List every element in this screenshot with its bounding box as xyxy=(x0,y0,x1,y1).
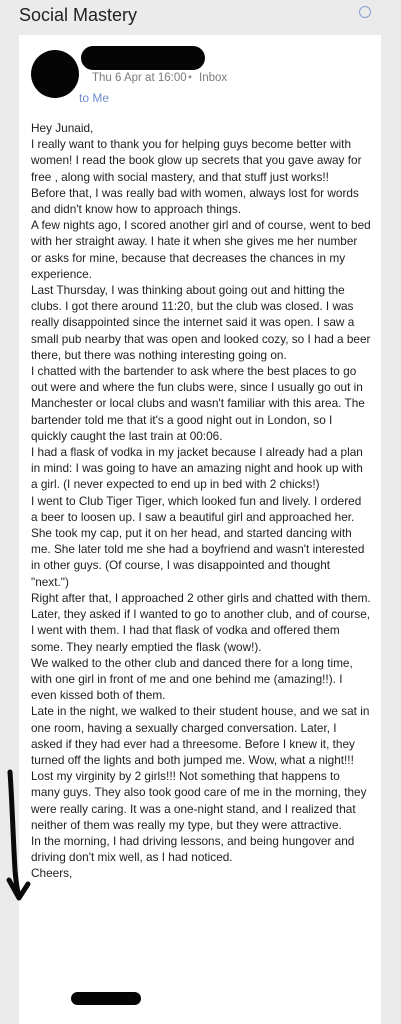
body-paragraph: I had a flask of vodka in my jacket because I already had a plan in mind: I was going to have an amazing night and hook up with a girl. (I never expected to end up in bed with 2 chicks!) xyxy=(31,445,363,492)
email-body xyxy=(31,120,371,882)
email-card xyxy=(19,35,381,1024)
body-paragraph: I went to Club Tiger Tiger, which looked fun and lively. I ordered a beer to loosen up. I saw a beautiful girl and approached her. She took my cap, put it on her head, and started dancing with me. She later told me she had a boyfriend and wasn't interested in other guys. (Of course, I was disappointed and thought "next.") xyxy=(31,493,365,589)
email-subject: Social Mastery xyxy=(19,5,138,25)
body-paragraph: Right after that, I approached 2 other girls and chatted with them. Later, they asked if I wanted to go to another club, and of course, I went with them. I had that flask of vodka and offered them some. They nearly emptied the flask (wow!). xyxy=(31,590,371,654)
body-paragraph: I really want to thank you for helping guys become better with women! I read the book glow up secrets that you gave away for free , along with social mastery, and that stuff just works!! xyxy=(31,137,362,184)
email-folder[interactable]: Inbox xyxy=(199,72,228,84)
meta-separator: • xyxy=(188,72,193,84)
body-paragraph: Cheers, xyxy=(31,866,73,881)
body-paragraph: We walked to the other club and danced there for a long time, with one girl in front of me and one behind me (amazing!!). I even kissed both of them. xyxy=(31,655,353,703)
body-paragraph: I chatted with the bartender to ask where the best places to go out were and where the fun clubs were, since I usually go out in Manchester or local clubs and wasn't familiar with this area. The bartender told me that it's a good night out in London, so I quickly caught the last train at 00:06. xyxy=(31,364,365,443)
body-paragraph: Hey Junaid, xyxy=(31,121,94,135)
hand-drawn-arrow-icon xyxy=(0,0,40,1024)
recipient-link[interactable]: to Me xyxy=(79,91,110,105)
body-paragraph: Lost my virginity by 2 girls!!! Not something that happens to many guys. They also took good care of me in the morning, they were really caring. It was a one-night stand, and I realized that neither of them was really my type, but they were attractive. xyxy=(31,769,367,832)
redacted-sender-name xyxy=(81,46,205,70)
body-paragraph: In the morning, I had driving lessons, and being hungover and driving don't mix well, as I had noticed. xyxy=(31,833,355,865)
circle-outline-icon[interactable] xyxy=(359,6,371,18)
email-header xyxy=(0,0,401,34)
email-date: Thu 6 Apr at 16:00 xyxy=(92,72,187,84)
redacted-signature xyxy=(71,992,141,1005)
body-paragraph: Last Thursday, I was thinking about going out and hitting the clubs. I got there around 11:20, but the club was closed. I was really disappointed since the internet said it was open. I saw a small pub nearby that was open and looked cozy, so I had a beer there, but there was nothing interesting going on. xyxy=(31,283,371,362)
body-paragraph: A few nights ago, I scored another girl and of course, went to bed with her straight away. I hate it when she gives me her number or asks for mine, because that decreases the chances in my experience. xyxy=(31,218,371,281)
body-paragraph: Before that, I was really bad with women, always lost for words and didn't know how to approach things. xyxy=(31,185,359,217)
body-paragraph: Late in the night, we walked to their student house, and we sat in one room, having a sexually charged conversation. Later, I asked if they had ever had a threesome. Before I knew it, they turned off the lights and both jumped me. Wow, what a night!!! xyxy=(31,704,370,767)
